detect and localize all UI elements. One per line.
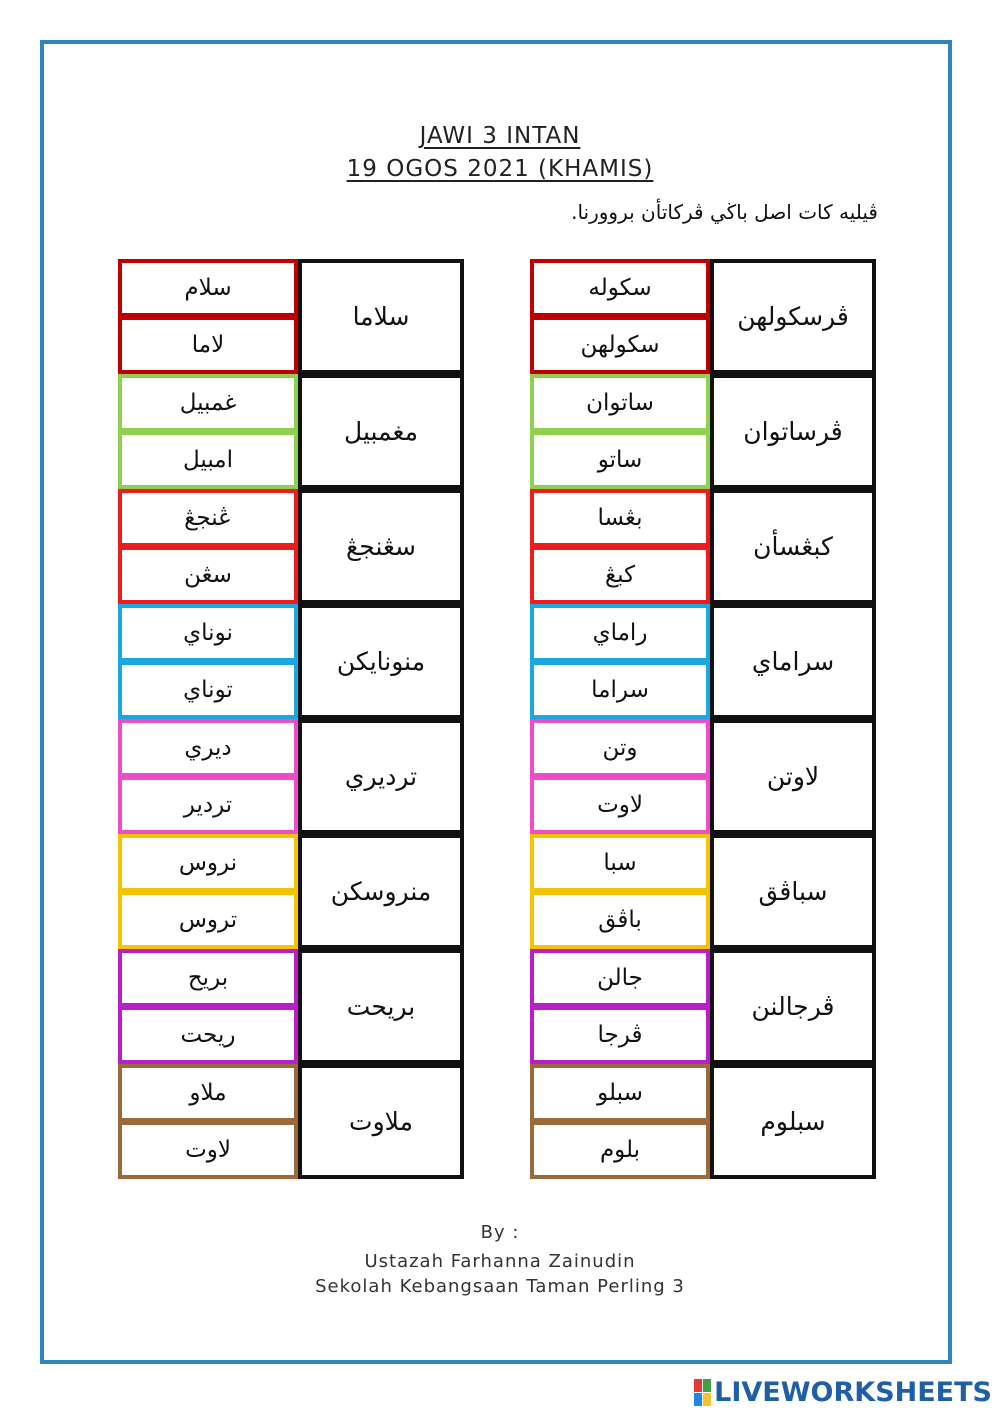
word-part: لاوت xyxy=(597,792,643,818)
answer-box-bottom[interactable] xyxy=(530,316,710,374)
answer-box-bottom[interactable] xyxy=(118,316,298,374)
word-part: ديري xyxy=(184,735,232,761)
word-part: سبا xyxy=(603,850,637,876)
word-part: ساتوان xyxy=(586,390,654,416)
answer-box-top[interactable] xyxy=(118,1064,298,1122)
left-row xyxy=(118,1064,464,1179)
word-part: وتن xyxy=(602,735,638,761)
brand-mark-tile xyxy=(703,1393,711,1406)
base-word: سباڤق xyxy=(758,877,828,906)
right-row xyxy=(530,489,876,604)
base-word-box xyxy=(298,374,464,489)
answer-box-bottom[interactable] xyxy=(530,431,710,489)
base-word: بريحت xyxy=(346,992,416,1021)
footer-by: By : xyxy=(480,1222,520,1243)
base-word-box xyxy=(710,604,876,719)
answer-box-top[interactable] xyxy=(530,604,710,662)
word-part: كبڠ xyxy=(604,562,636,588)
right-word-table xyxy=(530,259,876,1179)
right-row xyxy=(530,259,876,374)
answer-box-top[interactable] xyxy=(118,719,298,777)
word-part: امبيل xyxy=(183,447,234,473)
base-word: لاوتن xyxy=(766,762,820,791)
left-word-table xyxy=(118,259,464,1179)
answer-box-bottom[interactable] xyxy=(530,1006,710,1064)
base-word-box xyxy=(298,604,464,719)
footer-school: Sekolah Kebangsaan Taman Perling 3 xyxy=(315,1276,685,1297)
word-part: بريح xyxy=(187,965,229,991)
base-word-box xyxy=(710,949,876,1064)
left-row xyxy=(118,719,464,834)
left-row xyxy=(118,604,464,719)
answer-box-top[interactable] xyxy=(118,604,298,662)
word-part: لاوت xyxy=(185,1137,231,1163)
answer-box-top[interactable] xyxy=(530,259,710,317)
answer-box-top[interactable] xyxy=(530,374,710,432)
answer-box-top[interactable] xyxy=(118,834,298,892)
word-part: ڠنجڠ xyxy=(184,505,232,531)
base-word-box xyxy=(298,1064,464,1179)
answer-box-top[interactable] xyxy=(530,834,710,892)
base-word: سلاما xyxy=(352,302,410,331)
base-word: سراماي xyxy=(751,647,835,676)
answer-box-bottom[interactable] xyxy=(118,1006,298,1064)
brand-text: LIVEWORKSHEETS xyxy=(714,1376,992,1408)
word-part: راماي xyxy=(592,620,648,646)
base-word-box xyxy=(298,489,464,604)
answer-box-top[interactable] xyxy=(530,949,710,1007)
right-row xyxy=(530,1064,876,1179)
right-row xyxy=(530,949,876,1064)
word-part: ريحت xyxy=(180,1022,236,1048)
base-word-box xyxy=(298,834,464,949)
left-row xyxy=(118,949,464,1064)
word-part: جالن xyxy=(597,965,643,991)
base-word-box xyxy=(298,719,464,834)
base-word: مغمبيل xyxy=(344,417,418,446)
brand-mark-tile xyxy=(703,1379,711,1392)
base-word: سبلوم xyxy=(760,1107,826,1136)
left-row xyxy=(118,489,464,604)
left-row xyxy=(118,259,464,374)
answer-box-bottom[interactable] xyxy=(118,776,298,834)
brand-mark-tile xyxy=(694,1393,702,1406)
base-word-box xyxy=(298,949,464,1064)
answer-box-top[interactable] xyxy=(118,949,298,1007)
word-part: سكولهن xyxy=(580,332,660,358)
word-part: غمبيل xyxy=(179,390,237,416)
base-word: منروسكن xyxy=(330,877,432,906)
word-part: سلام xyxy=(184,275,232,301)
answer-box-bottom[interactable] xyxy=(118,546,298,604)
base-word-box xyxy=(710,719,876,834)
word-part: تروس xyxy=(178,907,238,933)
word-part: نروس xyxy=(178,850,238,876)
word-part: سبلو xyxy=(597,1080,643,1106)
base-word-box xyxy=(298,259,464,374)
base-word: ڤرسكولهن xyxy=(737,302,849,331)
answer-box-top[interactable] xyxy=(118,259,298,317)
worksheet-title: JAWI 3 INTAN xyxy=(419,123,581,149)
answer-box-top[interactable] xyxy=(118,489,298,547)
word-part: بڠسا xyxy=(597,505,643,531)
word-part: ڤرجا xyxy=(597,1022,643,1048)
answer-box-bottom[interactable] xyxy=(530,1121,710,1179)
answer-box-bottom[interactable] xyxy=(118,661,298,719)
left-row xyxy=(118,834,464,949)
liveworksheets-logo[interactable] xyxy=(694,1377,992,1407)
base-word: ترديري xyxy=(344,762,418,791)
word-part: تردير xyxy=(183,792,233,818)
word-part: توناي xyxy=(183,677,233,703)
base-word-box xyxy=(710,259,876,374)
right-row xyxy=(530,374,876,489)
answer-box-top[interactable] xyxy=(530,489,710,547)
word-part: لاما xyxy=(191,332,225,358)
answer-box-bottom[interactable] xyxy=(530,891,710,949)
base-word-box xyxy=(710,1064,876,1179)
right-row xyxy=(530,604,876,719)
word-part: باڤق xyxy=(598,907,642,933)
word-part: سراما xyxy=(591,677,649,703)
word-part: نوناي xyxy=(183,620,233,646)
answer-box-bottom[interactable] xyxy=(530,776,710,834)
right-row xyxy=(530,834,876,949)
answer-box-bottom[interactable] xyxy=(530,661,710,719)
base-word: كبڠسأن xyxy=(753,532,833,561)
base-word-box xyxy=(710,834,876,949)
answer-box-top[interactable] xyxy=(118,374,298,432)
worksheet-date: 19 OGOS 2021 (KHAMIS) xyxy=(346,156,654,182)
base-word-box xyxy=(710,489,876,604)
word-part: سكوله xyxy=(588,275,652,301)
answer-box-top[interactable] xyxy=(530,719,710,777)
answer-box-bottom[interactable] xyxy=(118,1121,298,1179)
answer-box-bottom[interactable] xyxy=(530,546,710,604)
instruction-text: ڤيليه كات اصل باڬي ڤركاتأن بروورنا. xyxy=(571,200,878,224)
base-word: ڤرساتوان xyxy=(743,417,843,446)
footer-author: Ustazah Farhanna Zainudin xyxy=(364,1251,636,1272)
base-word: سڠنجڠ xyxy=(346,532,416,561)
base-word-box xyxy=(710,374,876,489)
left-row xyxy=(118,374,464,489)
word-part: ساتو xyxy=(597,447,643,473)
base-word: ملاوت xyxy=(349,1107,413,1136)
base-word: ڤرجالنن xyxy=(751,992,835,1021)
answer-box-top[interactable] xyxy=(530,1064,710,1122)
base-word: منونايكن xyxy=(336,647,426,676)
answer-box-bottom[interactable] xyxy=(118,891,298,949)
right-row xyxy=(530,719,876,834)
word-part: سڠن xyxy=(184,562,232,588)
word-part: بلوم xyxy=(599,1137,641,1163)
answer-box-bottom[interactable] xyxy=(118,431,298,489)
word-part: ملاو xyxy=(189,1080,227,1106)
brand-mark-tile xyxy=(694,1379,702,1392)
brand-mark-icon xyxy=(694,1379,711,1406)
